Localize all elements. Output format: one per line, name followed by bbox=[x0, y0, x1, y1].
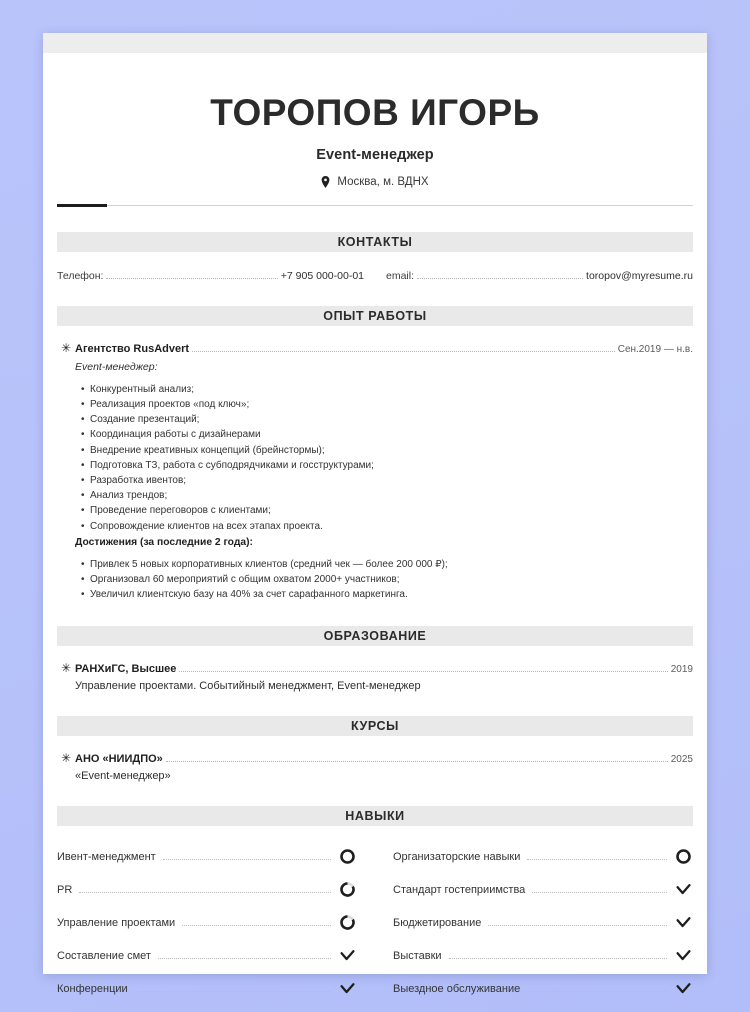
skill-row bbox=[57, 906, 357, 939]
skills-column-left bbox=[57, 840, 357, 1005]
section-header-courses: КУРСЫ bbox=[57, 716, 693, 736]
section-header-skills: НАВЫКИ bbox=[57, 806, 693, 826]
course-institution: АНО «НИИДПО» bbox=[75, 753, 163, 766]
list-item: • Конкурентный анализ; bbox=[81, 382, 693, 397]
list-item: • Координация работы с дизайнерами bbox=[81, 427, 693, 442]
star-bullet-icon: ✳ bbox=[61, 751, 72, 766]
dotted-leader bbox=[488, 917, 667, 926]
section-header-contacts: КОНТАКТЫ bbox=[57, 232, 693, 252]
contact-phone bbox=[57, 270, 364, 282]
skill-label: PR bbox=[57, 883, 73, 896]
list-item: • Сопровождение клиентов на всех этапах проекта. bbox=[81, 519, 693, 534]
list-item: • Организовал 60 мероприятий с общим охватом 2000+ участников; bbox=[81, 572, 693, 587]
dotted-leader bbox=[163, 851, 331, 860]
skill-row bbox=[57, 840, 357, 873]
dotted-leader bbox=[106, 271, 277, 279]
dotted-leader bbox=[166, 754, 668, 762]
skill-row bbox=[393, 906, 693, 939]
check-icon bbox=[338, 946, 357, 965]
list-item: • Разработка ивентов; bbox=[81, 473, 693, 488]
skill-label: Выставки bbox=[393, 949, 442, 962]
skill-row bbox=[393, 840, 693, 873]
page-top-bar bbox=[43, 33, 707, 53]
circle-full-icon bbox=[338, 847, 357, 866]
divider-accent-line bbox=[57, 204, 107, 207]
list-item: • Привлек 5 новых корпоративных клиентов (средний чек — более 200 000 ₽); bbox=[81, 557, 693, 572]
skill-label: Стандарт гостеприимства bbox=[393, 883, 526, 896]
dotted-leader bbox=[158, 950, 331, 959]
job-role-subtitle: Event-менеджер bbox=[316, 146, 434, 163]
contact-phone-label: Телефон: bbox=[57, 269, 104, 282]
dotted-leader bbox=[527, 851, 667, 860]
list-item: • Подготовка ТЗ, работа с субподрядчиками и госструктурами; bbox=[81, 458, 693, 473]
dotted-leader bbox=[192, 344, 615, 352]
skill-row bbox=[393, 939, 693, 972]
location-text: Москва, м. ВДНХ bbox=[337, 175, 429, 188]
experience-date: Сен.2019 — н.в. bbox=[617, 343, 693, 355]
skill-row bbox=[57, 939, 357, 972]
circle-partial-icon bbox=[338, 880, 357, 899]
circle-full-icon bbox=[674, 847, 693, 866]
dotted-leader bbox=[527, 983, 667, 992]
experience-entry-head bbox=[57, 342, 693, 355]
list-item: • Реализация проектов «под ключ»; bbox=[81, 397, 693, 412]
location-line bbox=[57, 176, 693, 188]
list-item: • Анализ трендов; bbox=[81, 488, 693, 503]
course-date: 2025 bbox=[670, 754, 693, 766]
education-details: Управление проектами. Событийный менеджмент, Event-менеджер bbox=[75, 680, 421, 693]
dotted-leader bbox=[182, 917, 331, 926]
experience-entry bbox=[57, 342, 693, 602]
contact-email bbox=[386, 270, 693, 282]
check-icon bbox=[674, 979, 693, 998]
skill-label: Управление проектами bbox=[57, 916, 176, 929]
skill-row bbox=[57, 972, 357, 1005]
resume-content bbox=[43, 94, 707, 1005]
divider-thin-line bbox=[57, 205, 693, 206]
dotted-leader bbox=[417, 271, 583, 279]
skill-row bbox=[393, 873, 693, 906]
dotted-leader bbox=[179, 664, 667, 672]
education-entry-head bbox=[57, 662, 693, 675]
contact-phone-value[interactable]: +7 905 000-00-01 bbox=[280, 269, 364, 282]
section-header-experience: ОПЫТ РАБОТЫ bbox=[57, 306, 693, 326]
dotted-leader bbox=[135, 983, 331, 992]
page-title: ТОРОПОВ ИГОРЬ bbox=[210, 92, 540, 133]
skill-label: Бюджетирование bbox=[393, 916, 482, 929]
experience-position: Event-менеджер: bbox=[75, 360, 158, 373]
skill-label: Конференции bbox=[57, 982, 128, 995]
list-item: • Создание презентаций; bbox=[81, 412, 693, 427]
course-entry-head bbox=[57, 752, 693, 765]
list-item: • Внедрение креативных концепций (брейнстормы); bbox=[81, 443, 693, 458]
star-bullet-icon: ✳ bbox=[61, 340, 72, 355]
contact-email-value[interactable]: toropov@myresume.ru bbox=[586, 269, 693, 282]
section-header-education: ОБРАЗОВАНИЕ bbox=[57, 626, 693, 646]
skill-label: Выездное обслуживание bbox=[393, 982, 521, 995]
education-institution: РАНХиГС, Высшее bbox=[75, 663, 177, 676]
skill-label: Организаторские навыки bbox=[393, 850, 521, 863]
dotted-leader bbox=[79, 884, 331, 893]
star-bullet-icon: ✳ bbox=[61, 661, 72, 676]
dotted-leader bbox=[532, 884, 667, 893]
circle-partial-icon bbox=[338, 913, 357, 932]
skills-column-right bbox=[393, 840, 693, 1005]
list-item: • Проведение переговоров с клиентами; bbox=[81, 503, 693, 518]
map-pin-icon bbox=[321, 176, 330, 188]
header-divider bbox=[57, 204, 693, 208]
dotted-leader bbox=[449, 950, 667, 959]
education-entry bbox=[57, 662, 693, 692]
check-icon bbox=[674, 913, 693, 932]
course-entry bbox=[57, 752, 693, 782]
check-icon bbox=[338, 979, 357, 998]
experience-achievements-list bbox=[81, 557, 693, 603]
education-date: 2019 bbox=[670, 664, 693, 676]
skills-grid bbox=[57, 840, 693, 1005]
skill-label: Составление смет bbox=[57, 949, 151, 962]
experience-company: Агентство RusAdvert bbox=[75, 342, 190, 355]
check-icon bbox=[674, 946, 693, 965]
list-item: • Увеличил клиентскую базу на 40% за счет сарафанного маркетинга. bbox=[81, 587, 693, 602]
achievements-title: Достижения (за последние 2 года): bbox=[75, 536, 253, 548]
skill-row bbox=[57, 873, 357, 906]
contacts-row bbox=[57, 270, 693, 282]
skill-row bbox=[393, 972, 693, 1005]
course-details: «Event-менеджер» bbox=[75, 770, 171, 783]
resume-page bbox=[43, 33, 707, 995]
experience-duties-list bbox=[81, 382, 693, 534]
skill-label: Ивент-менеджмент bbox=[57, 850, 156, 863]
check-icon bbox=[674, 880, 693, 899]
contact-email-label: email: bbox=[386, 269, 415, 282]
